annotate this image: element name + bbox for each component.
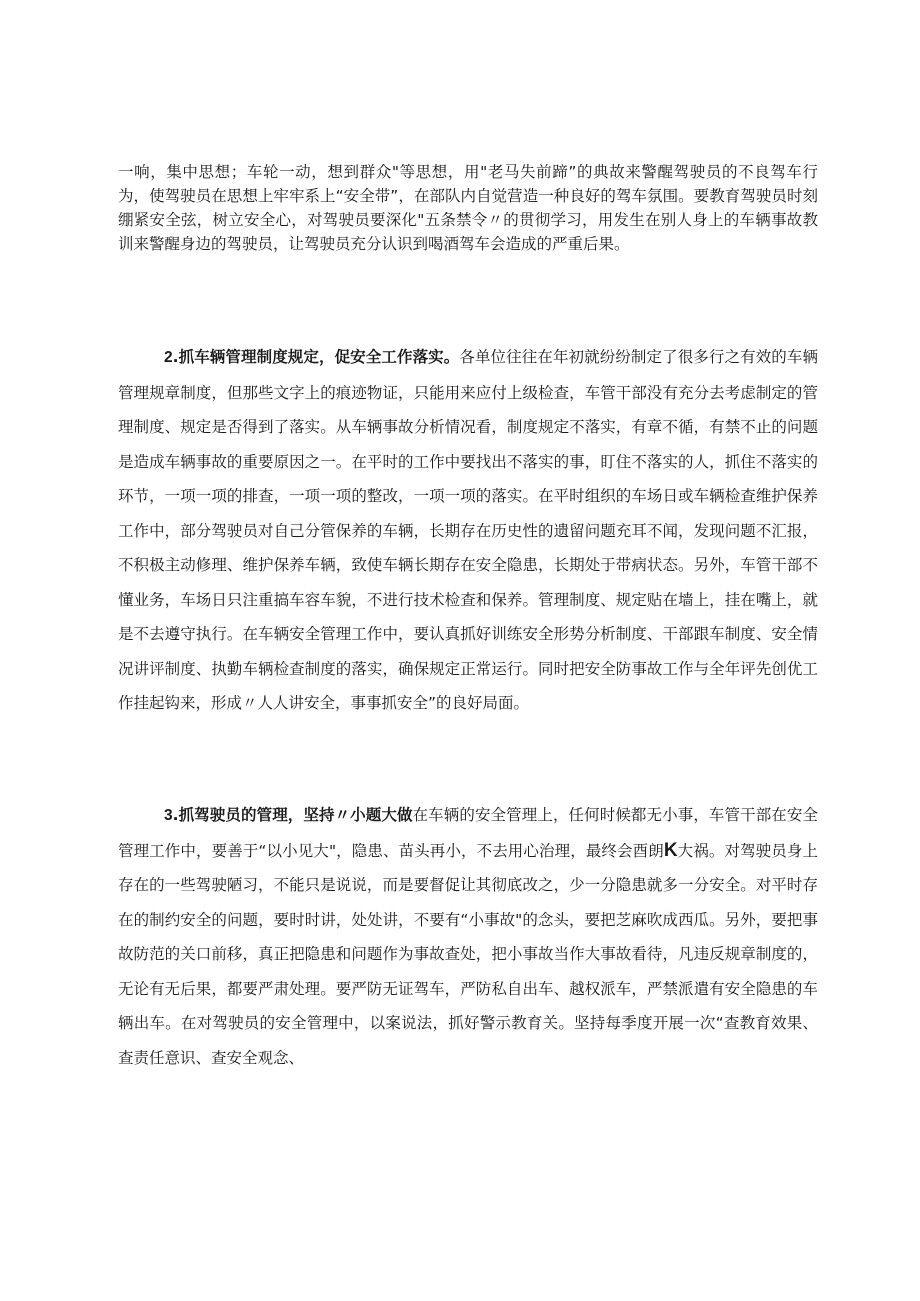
- section-2-heading-text: .抓车辆管理制度规定，促安全工作落实。: [172, 348, 460, 366]
- paragraph-continuation: 一响，集中思想；车轮一动，想到群众"等思想，用"老马失前蹄”的典故来警醒驾驶员的不良驾车行为，使驾驶员在思想上牢牢系上“安全带”，在部队内自觉营造一种良好的驾车氛围。要教育驾驶员时刻绷紧安全弦，树立安全心，对驾驶员要深化"五条禁令〃的贯彻学习，用发生在别人身上的车辆事故教训来警醒身边的驾驶员，让驾驶员充分认识到喝酒驾车会造成的严重后果。: [118, 163, 818, 253]
- section-2-heading: [164, 348, 459, 366]
- section-3-number: 3: [164, 807, 173, 824]
- section-3-k-mark: K: [663, 839, 678, 861]
- section-3-heading: [164, 806, 413, 824]
- section-3-body-a: 在车辆的安全管理上，任何时候都无小事，车管干部在安全管理工作中，要善于“以小见大"，隐患、苗头再小，不去用心治理，最终会酉朗: [118, 806, 819, 860]
- section-2-paragraph: [118, 340, 818, 721]
- section-3-heading-text: .抓驾驶员的管理，坚持〃小题大做: [172, 806, 413, 824]
- section-3-paragraph: [118, 798, 818, 1075]
- section-2-body: 各单位往往在年初就纷纷制定了很多行之有效的车辆管理规章制度，但那些文字上的痕迹物证，只能用来应付上级检查，车管干部没有充分去考虑制定的管理制度、规定是否得到了落实。从车辆事故分析情况看，制度规定不落实，有章不循，有禁不止的问题是造成车辆事故的重要原因之一。在平时的工作中要找出不落实的事，盯住不落实的人，抓住不落实的环节，一项一项的排查，一项一项的整改，一项一项的落实。在平时组织的车场日或车辆检查维护保养工作中，部分驾驶员对自己分管保养的车辆，长期存在历史性的遗留问题充耳不闻，发现问题不汇报，不积极主动修理、维护保养车辆，致使车辆长期存在安全隐患，长期处于带病状态。另外，车管干部不懂业务，车场日只注重搞车容车貌，不进行技术检查和保养。管理制度、规定贴在墙上，挂在嘴上，就是不去遵守执行。在车辆安全管理工作中，要认真抓好训练安全形势分析制度、干部跟车制度、安全情况讲评制度、执勤车辆检查制度的落实，确保规定正常运行。同时把安全防事故工作与全年评先创优工作挂起钩来，形成〃人人讲安全，事事抓安全”的良好局面。: [118, 348, 818, 712]
- section-3-body-b: 大祸。对驾驶员身上存在的一些驾驶陋习，不能只是说说，而是要督促让其彻底改之，少一分隐患就多一分安全。对平时存在的制约安全的问题，要时时讲，处处讲，不要有“小事故"的念头，要把芝麻吹成西瓜。另外，要把事故防范的关口前移，真正把隐患和问题作为事故查处，把小事故当作大事故看待，凡违反规章制度的，无论有无后果，都要严肃处理。要严防无证驾车，严防私自出车、越权派车，严禁派遣有安全隐患的车辆出车。在对驾驶员的安全管理中，以案说法，抓好警示教育关。坚持每季度开展一次“查教育效果、查责任意识、查安全观念、: [118, 841, 818, 1067]
- section-2-number: 2: [164, 349, 173, 366]
